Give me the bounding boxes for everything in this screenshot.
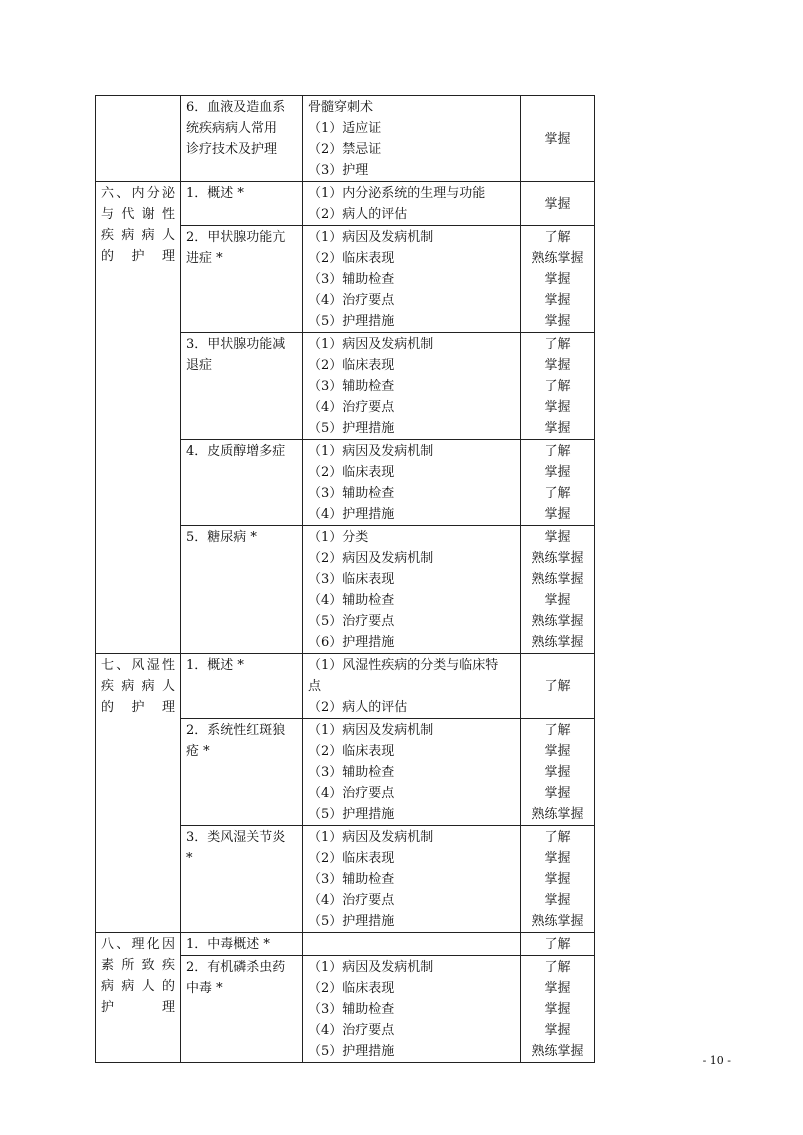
topic-cell (181, 719, 303, 826)
topic-line: * (186, 851, 193, 866)
requirement-level: 掌握 (544, 272, 571, 287)
topic-cell (181, 226, 303, 333)
content-cell (303, 182, 521, 226)
requirement-level: 掌握 (544, 196, 571, 212)
content-item: （2）病人的评估 (308, 207, 408, 222)
requirement-level: 掌握 (544, 465, 571, 480)
requirement-level: 了解 (544, 830, 571, 845)
content-item: （2）临床表现 (308, 981, 395, 996)
topic-line: 中毒 * (186, 981, 223, 996)
requirement-level: 熟练掌握 (531, 551, 584, 566)
requirement-level: 掌握 (544, 744, 571, 759)
topic-line: 1．概述 * (186, 186, 244, 201)
content-cell (303, 526, 521, 654)
syllabus-table-body (96, 96, 595, 1063)
topic-line: 疮 * (186, 744, 210, 759)
requirement-level: 掌握 (544, 981, 571, 996)
requirement-cell (521, 96, 595, 182)
content-item: （1）适应证 (308, 121, 382, 136)
requirement-level: 熟练掌握 (531, 251, 584, 266)
content-item: （1）病因及发病机制 (308, 230, 434, 245)
content-item: （5）护理措施 (308, 421, 395, 436)
content-item: （3）护理 (308, 163, 369, 178)
content-item: （2）临床表现 (308, 465, 395, 480)
content-item: （3）辅助检查 (308, 1002, 395, 1017)
content-cell (303, 654, 521, 719)
content-item: （2）禁忌证 (308, 142, 382, 157)
page-number: - 10 - (702, 1054, 731, 1067)
requirement-level: 了解 (544, 337, 571, 352)
unit-title-line: 疾病病人 (101, 228, 175, 243)
topic-cell (181, 826, 303, 933)
requirement-level: 掌握 (544, 400, 571, 415)
content-cell (303, 956, 521, 1063)
requirement-level: 掌握 (544, 530, 571, 545)
topic-line: 1．概述 * (186, 658, 244, 673)
requirement-level: 了解 (544, 679, 571, 694)
content-item: （5）护理措施 (308, 807, 395, 822)
content-item: （2）临床表现 (308, 251, 395, 266)
topic-line: 4．皮质醇增多症 (186, 444, 286, 459)
content-item: （1）分类 (308, 530, 369, 545)
requirement-cell (521, 526, 595, 654)
requirement-level: 熟练掌握 (531, 614, 584, 629)
topic-cell (181, 333, 303, 440)
topic-cell (181, 440, 303, 526)
content-item: （3）辅助检查 (308, 379, 395, 394)
topic-line: 6．血液及造血系 (186, 100, 286, 115)
topic-line: 3．甲状腺功能减 (186, 337, 286, 352)
requirement-cell (521, 333, 595, 440)
unit-title-line: 疾病病人 (101, 679, 175, 694)
table-row (96, 182, 595, 226)
topic-line: 2．有机磷杀虫药 (186, 960, 286, 975)
content-item: 点 (308, 679, 322, 694)
content-item: （5）护理措施 (308, 1044, 395, 1059)
unit-cell (96, 182, 181, 654)
content-item: （2）临床表现 (308, 744, 395, 759)
table-row (96, 96, 595, 182)
content-item: （5）护理措施 (308, 914, 395, 929)
content-item: （1）病因及发病机制 (308, 960, 434, 975)
content-cell (303, 933, 521, 956)
unit-title-line: 六、内分泌 (101, 186, 175, 201)
requirement-cell (521, 933, 595, 956)
requirement-level: 了解 (544, 960, 571, 975)
requirement-level: 了解 (544, 937, 571, 952)
content-item: （1）病因及发病机制 (308, 723, 434, 738)
topic-line: 统疾病病人常用 (186, 121, 278, 136)
content-item: （3）辅助检查 (308, 765, 395, 780)
topic-cell (181, 96, 303, 182)
content-item: （3）辅助检查 (308, 272, 395, 287)
content-cell (303, 826, 521, 933)
content-item: （4）治疗要点 (308, 893, 395, 908)
unit-title-line: 的护理 (101, 700, 175, 715)
content-item: （2）病因及发病机制 (308, 551, 434, 566)
unit-cell (96, 933, 181, 1063)
requirement-level: 掌握 (544, 131, 571, 147)
content-item: （4）辅助检查 (308, 593, 395, 608)
unit-title-line: 的护理 (101, 249, 175, 264)
topic-cell (181, 933, 303, 956)
topic-cell (181, 526, 303, 654)
content-item: （4）治疗要点 (308, 1023, 395, 1038)
content-item: （3）辅助检查 (308, 872, 395, 887)
content-item: （4）治疗要点 (308, 293, 395, 308)
requirement-level: 熟练掌握 (531, 635, 584, 650)
topic-line: 2．甲状腺功能亢 (186, 230, 286, 245)
content-item: （4）护理措施 (308, 507, 395, 522)
unit-title-line: 七、风湿性 (101, 658, 175, 673)
requirement-level: 掌握 (544, 593, 571, 608)
requirement-level: 了解 (544, 230, 571, 245)
requirement-level: 掌握 (544, 1002, 571, 1017)
table-row (96, 654, 595, 719)
requirement-level: 熟练掌握 (531, 914, 584, 929)
unit-title-line: 护理 (101, 1000, 175, 1015)
requirement-level: 掌握 (544, 1023, 571, 1038)
unit-title-line: 素所致疾 (101, 958, 175, 973)
requirement-level: 熟练掌握 (531, 807, 584, 822)
syllabus-table (95, 95, 595, 1063)
topic-line: 3．类风湿关节炎 (186, 830, 286, 845)
requirement-cell (521, 719, 595, 826)
content-cell (303, 440, 521, 526)
requirement-cell (521, 826, 595, 933)
requirement-level: 掌握 (544, 872, 571, 887)
requirement-level: 掌握 (544, 765, 571, 780)
unit-title-line: 病病人的 (101, 979, 175, 994)
content-cell (303, 226, 521, 333)
content-item: （1）内分泌系统的生理与功能 (308, 186, 486, 201)
topic-line: 2．系统性红斑狼 (186, 723, 286, 738)
unit-cell (96, 654, 181, 933)
unit-cell (96, 96, 181, 182)
content-item: （2）临床表现 (308, 851, 395, 866)
content-cell (303, 96, 521, 182)
content-item: （2）临床表现 (308, 358, 395, 373)
content-item: （2）病人的评估 (308, 700, 408, 715)
requirement-level: 掌握 (544, 358, 571, 373)
unit-title-line: 与代谢性 (101, 207, 175, 222)
content-item: （1）风湿性疾病的分类与临床特 (308, 658, 499, 673)
content-item: （4）治疗要点 (308, 786, 395, 801)
content-item: 骨髓穿刺术 (308, 100, 374, 115)
content-item: （1）病因及发病机制 (308, 444, 434, 459)
content-item: （1）病因及发病机制 (308, 830, 434, 845)
syllabus-sheet (95, 95, 594, 1063)
table-row (96, 933, 595, 956)
content-item: （5）护理措施 (308, 314, 395, 329)
content-item: （5）治疗要点 (308, 614, 395, 629)
content-item: （3）临床表现 (308, 572, 395, 587)
content-cell (303, 333, 521, 440)
requirement-level: 掌握 (544, 314, 571, 329)
topic-cell (181, 654, 303, 719)
requirement-cell (521, 226, 595, 333)
requirement-cell (521, 654, 595, 719)
requirement-cell (521, 956, 595, 1063)
requirement-level: 掌握 (544, 507, 571, 522)
requirement-level: 掌握 (544, 786, 571, 801)
topic-line: 退症 (186, 358, 213, 373)
requirement-level: 掌握 (544, 421, 571, 436)
content-item: （6）护理措施 (308, 635, 395, 650)
requirement-cell (521, 440, 595, 526)
requirement-level: 掌握 (544, 293, 571, 308)
requirement-level: 了解 (544, 379, 571, 394)
topic-line: 诊疗技术及护理 (186, 142, 278, 157)
topic-line: 进症 * (186, 251, 223, 266)
content-item: （1）病因及发病机制 (308, 337, 434, 352)
topic-line: 1．中毒概述 * (186, 937, 270, 952)
requirement-level: 了解 (544, 444, 571, 459)
requirement-level: 熟练掌握 (531, 572, 584, 587)
topic-cell (181, 182, 303, 226)
requirement-level: 了解 (544, 723, 571, 738)
requirement-level: 掌握 (544, 893, 571, 908)
topic-cell (181, 956, 303, 1063)
requirement-cell (521, 182, 595, 226)
requirement-level: 掌握 (544, 851, 571, 866)
content-cell (303, 719, 521, 826)
unit-title-line: 八、理化因 (101, 937, 175, 952)
topic-line: 5．糖尿病 * (186, 530, 257, 545)
content-item: （4）治疗要点 (308, 400, 395, 415)
requirement-level: 熟练掌握 (531, 1044, 584, 1059)
requirement-level: 了解 (544, 486, 571, 501)
content-item: （3）辅助检查 (308, 486, 395, 501)
